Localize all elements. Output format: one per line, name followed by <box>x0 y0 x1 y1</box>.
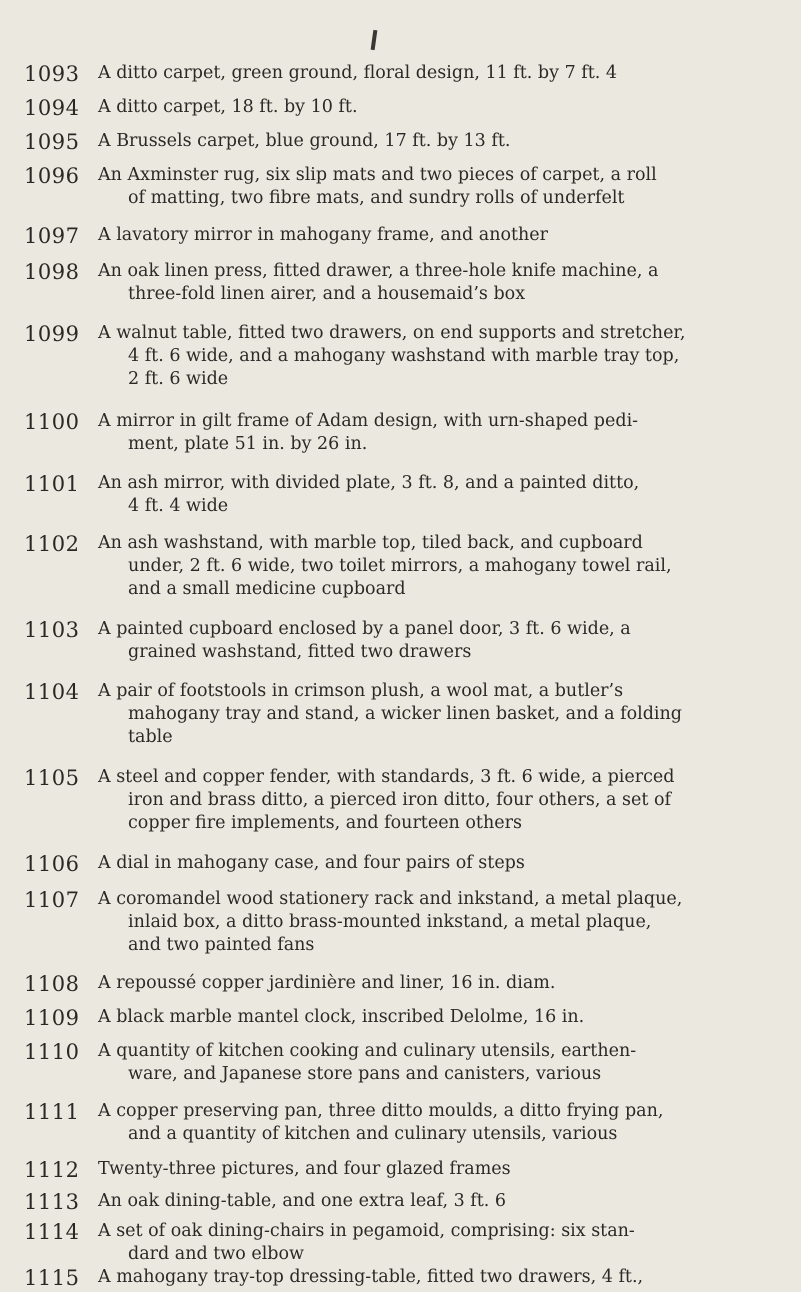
desc-line: mahogany tray and stand, a wicker linen basket, and a folding <box>128 704 682 724</box>
lot-number: 1110 <box>24 1040 80 1064</box>
desc-line: dard and two elbow <box>128 1244 305 1264</box>
lot-description <box>98 62 788 85</box>
desc-line: inlaid box, a ditto brass-mounted inkstand, a metal plaque, <box>128 912 652 932</box>
lot-number: 1111 <box>24 1100 80 1124</box>
lot-number: 1096 <box>24 164 80 188</box>
lot-number: 1114 <box>24 1220 80 1244</box>
desc-line: A Brussels carpet, blue ground, 17 ft. by 13 ft. <box>98 131 511 151</box>
desc-line: grained washstand, fitted two drawers <box>128 642 472 662</box>
desc-line: 4 ft. 4 wide <box>128 496 229 516</box>
desc-line: copper fire implements, and fourteen others <box>128 813 522 833</box>
lot-description <box>98 96 788 119</box>
desc-line: ware, and Japanese store pans and canisters, various <box>128 1064 602 1084</box>
desc-line: A quantity of kitchen cooking and culinary utensils, earthen- <box>98 1041 637 1061</box>
lot-number: 1102 <box>24 532 80 556</box>
lot-description <box>98 1190 788 1213</box>
desc-line: An ash washstand, with marble top, tiled back, and cupboard <box>98 533 643 553</box>
desc-line: A black marble mantel clock, inscribed Delolme, 16 in. <box>98 1007 585 1027</box>
desc-line: A mahogany tray-top dressing-table, fitted two drawers, 4 ft., <box>98 1267 644 1287</box>
lot-description <box>98 410 788 456</box>
desc-line: iron and brass ditto, a pierced iron ditto, four others, a set of <box>128 790 671 810</box>
desc-line: under, 2 ft. 6 wide, two toilet mirrors, a mahogany towel rail, <box>128 556 672 576</box>
lot-number: 1106 <box>24 852 80 876</box>
lot-number: 1097 <box>24 224 80 248</box>
desc-line: A ditto carpet, green ground, floral design, 11 ft. by 7 ft. 4 <box>98 63 618 83</box>
desc-line: A set of oak dining-chairs in pegamoid, comprising: six stan- <box>98 1221 635 1241</box>
lot-description <box>98 1220 788 1266</box>
desc-line: table <box>128 727 173 747</box>
lot-description <box>98 888 788 957</box>
lot-number: 1112 <box>24 1158 80 1182</box>
desc-line: An Axminster rug, six slip mats and two pieces of carpet, a roll <box>98 165 657 185</box>
lot-number: 1108 <box>24 972 80 996</box>
desc-line: A copper preserving pan, three ditto moulds, a ditto frying pan, <box>98 1101 664 1121</box>
lot-description <box>98 260 788 306</box>
lot-description <box>98 852 788 875</box>
lot-number: 1098 <box>24 260 80 284</box>
lot-number: 1104 <box>24 680 80 704</box>
desc-line: An oak linen press, fitted drawer, a three-hole knife machine, a <box>98 261 659 281</box>
lot-description <box>98 1100 788 1146</box>
lot-number: 1093 <box>24 62 80 86</box>
lot-description <box>98 224 788 247</box>
desc-line: A pair of footstools in crimson plush, a wool mat, a butler’s <box>98 681 624 701</box>
lot-number: 1109 <box>24 1006 80 1030</box>
lot-description <box>98 618 788 664</box>
lot-description <box>98 1040 788 1086</box>
desc-line: A walnut table, fitted two drawers, on end supports and stretcher, <box>98 323 686 343</box>
lot-number: 1115 <box>24 1266 80 1290</box>
print-mark <box>371 30 378 50</box>
desc-line: A coromandel wood stationery rack and inkstand, a metal plaque, <box>98 889 683 909</box>
desc-line: A steel and copper fender, with standards, 3 ft. 6 wide, a pierced <box>98 767 675 787</box>
desc-line: A dial in mahogany case, and four pairs of steps <box>98 853 525 873</box>
lot-number: 1094 <box>24 96 80 120</box>
lot-description <box>98 1266 788 1289</box>
desc-line: A repoussé copper jardinière and liner, 16 in. diam. <box>98 973 556 993</box>
desc-line: and two painted fans <box>128 935 315 955</box>
lot-description <box>98 766 788 835</box>
lot-number: 1105 <box>24 766 80 790</box>
lot-description <box>98 472 788 518</box>
lot-description <box>98 532 788 601</box>
lot-number: 1095 <box>24 130 80 154</box>
desc-line: An oak dining-table, and one extra leaf, 3 ft. 6 <box>98 1191 507 1211</box>
lot-number: 1107 <box>24 888 80 912</box>
lot-description <box>98 680 788 749</box>
desc-line: A painted cupboard enclosed by a panel door, 3 ft. 6 wide, a <box>98 619 631 639</box>
desc-line: ment, plate 51 in. by 26 in. <box>128 434 368 454</box>
lot-description <box>98 130 788 153</box>
desc-line: 4 ft. 6 wide, and a mahogany washstand with marble tray top, <box>128 346 680 366</box>
lot-description <box>98 164 788 210</box>
desc-line: and a quantity of kitchen and culinary utensils, various <box>128 1124 618 1144</box>
lot-number: 1100 <box>24 410 80 434</box>
lot-description <box>98 972 788 995</box>
desc-line: A lavatory mirror in mahogany frame, and another <box>98 225 549 245</box>
lot-description <box>98 322 788 391</box>
lot-description <box>98 1158 788 1181</box>
desc-line: A ditto carpet, 18 ft. by 10 ft. <box>98 97 358 117</box>
lot-description <box>98 1006 788 1029</box>
desc-line: and a small medicine cupboard <box>128 579 406 599</box>
lot-number: 1113 <box>24 1190 80 1214</box>
desc-line: three-fold linen airer, and a housemaid’s box <box>128 284 526 304</box>
lot-number: 1101 <box>24 472 80 496</box>
lot-number: 1099 <box>24 322 80 346</box>
desc-line: An ash mirror, with divided plate, 3 ft. 8, and a painted ditto, <box>98 473 640 493</box>
desc-line: 2 ft. 6 wide <box>128 369 229 389</box>
lot-number: 1103 <box>24 618 80 642</box>
desc-line: Twenty-three pictures, and four glazed frames <box>98 1159 511 1179</box>
desc-line: A mirror in gilt frame of Adam design, with urn-shaped pedi- <box>98 411 639 431</box>
desc-line: of matting, two fibre mats, and sundry rolls of underfelt <box>128 188 625 208</box>
